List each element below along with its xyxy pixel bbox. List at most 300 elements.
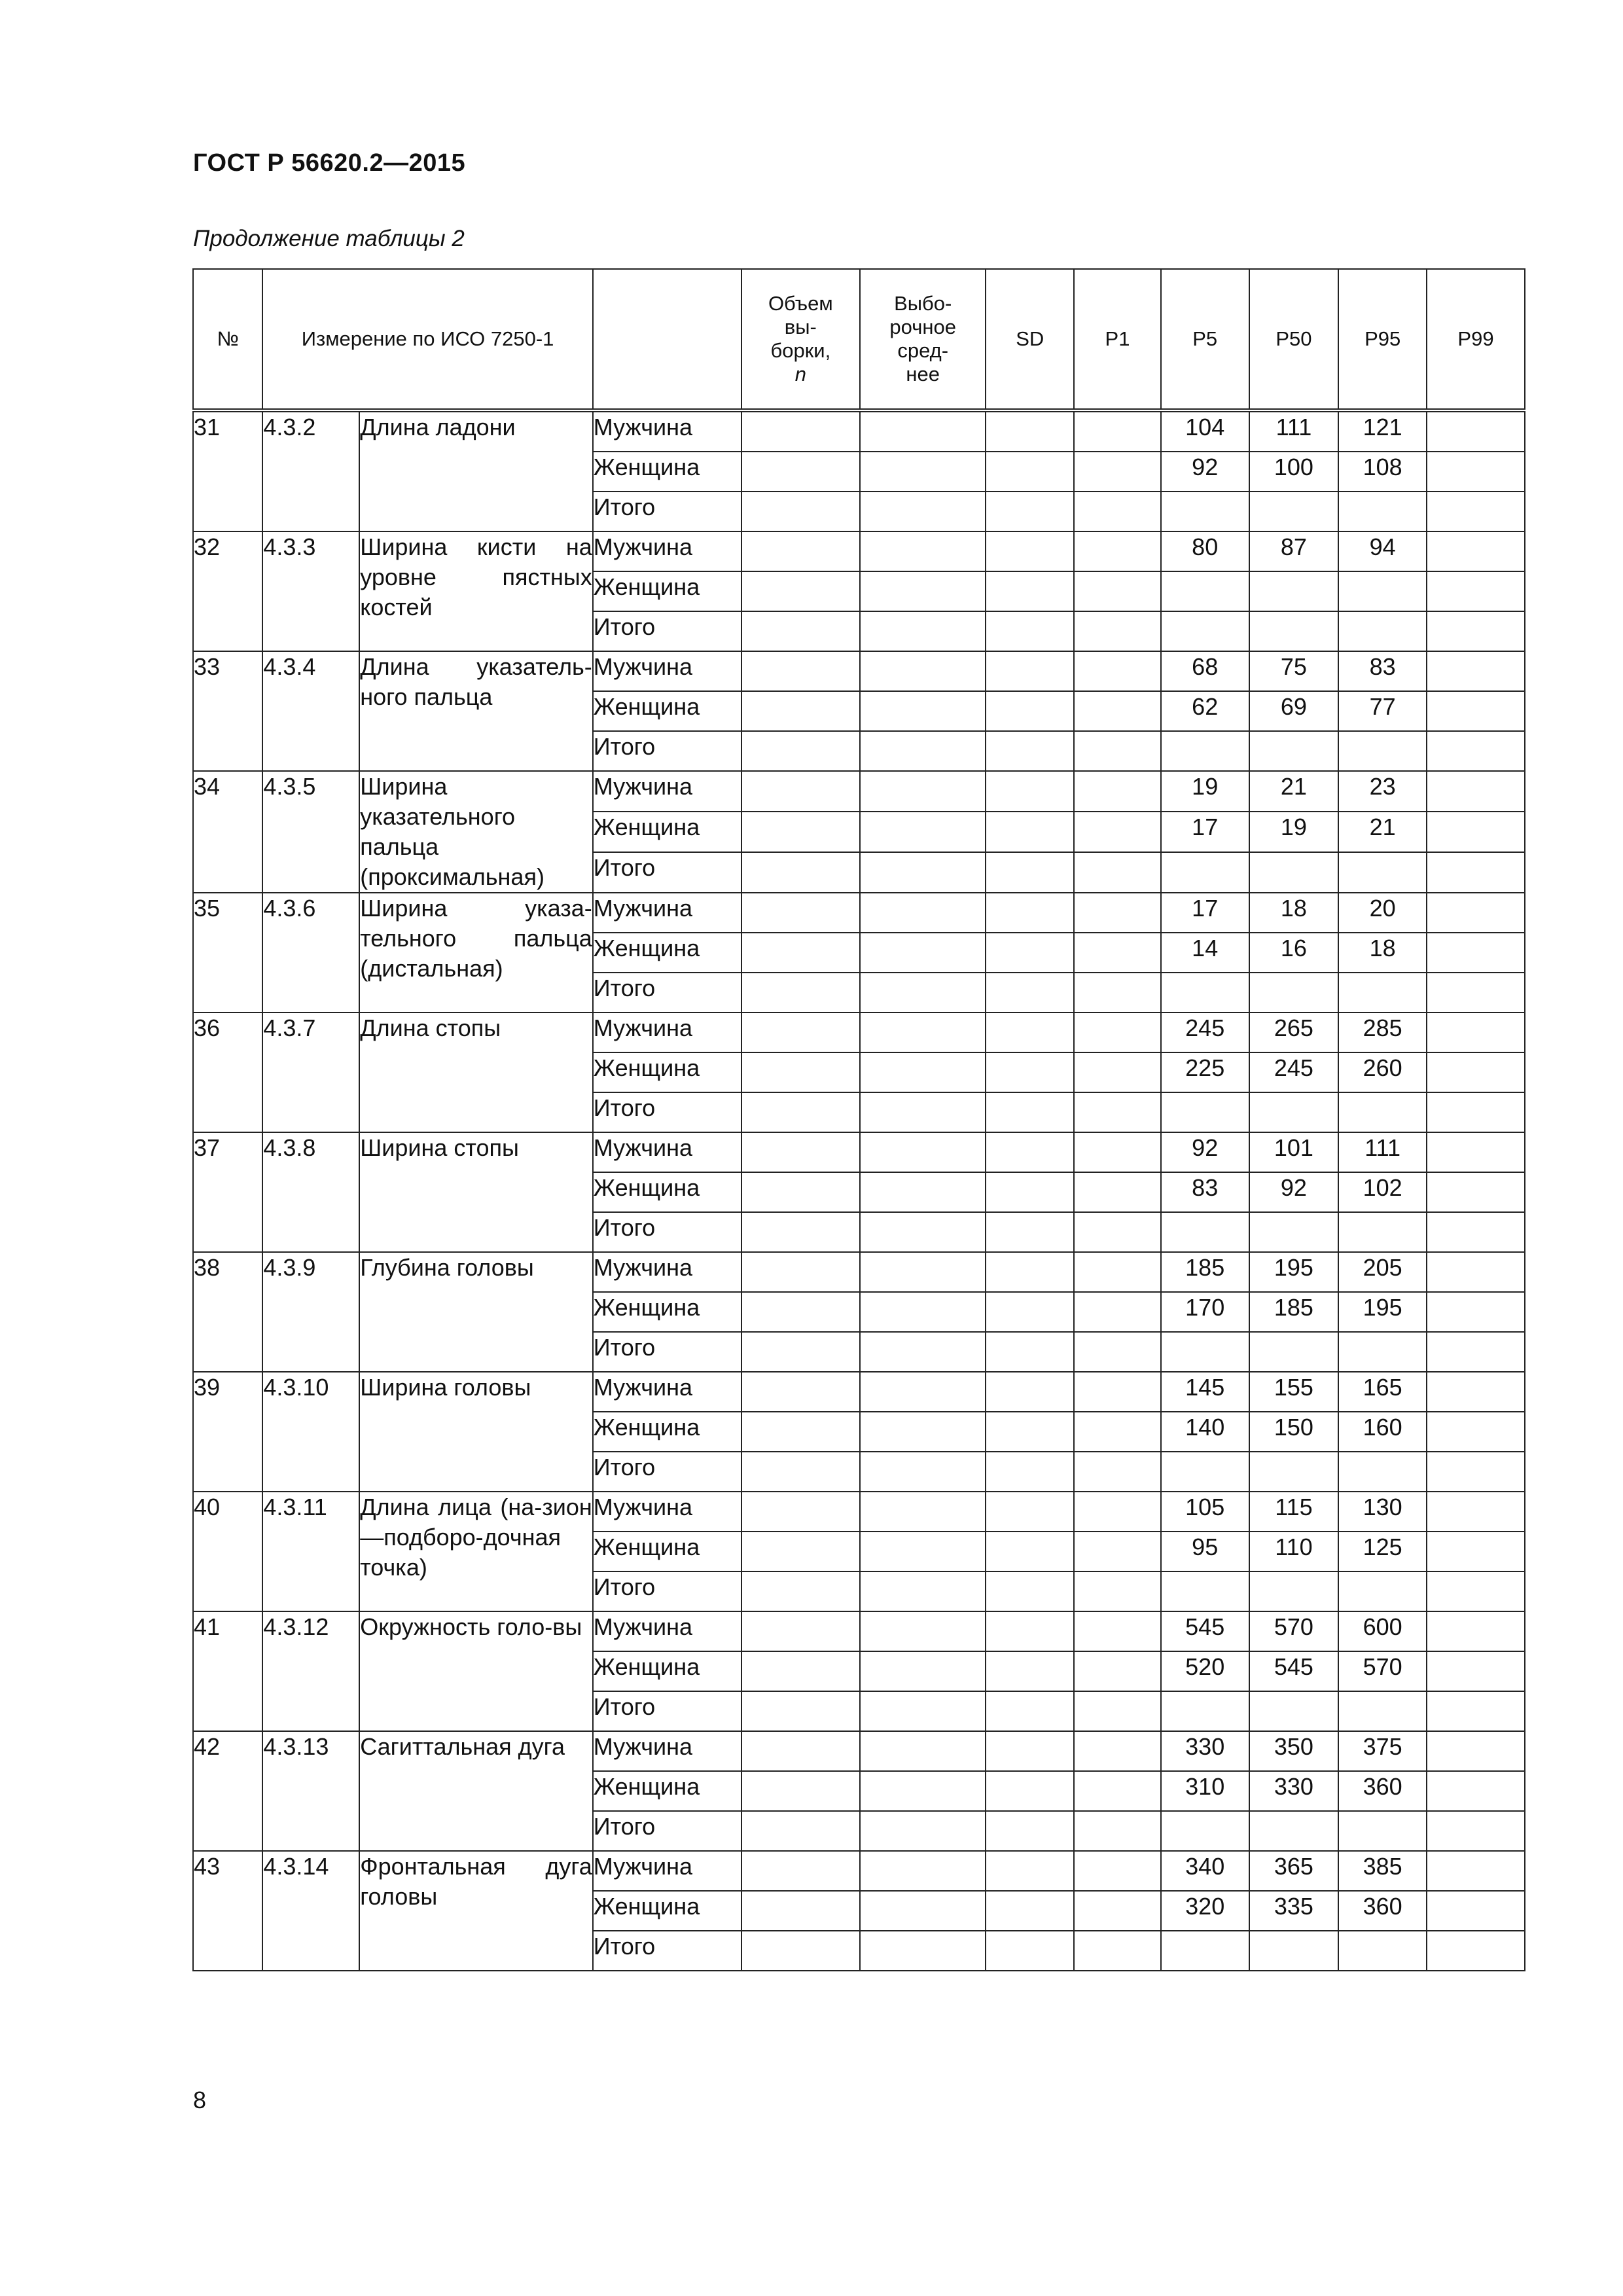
col-header-sd: SD — [986, 269, 1074, 410]
cell-sd — [986, 492, 1074, 531]
cell-p50: 69 — [1249, 691, 1339, 731]
cell-p99 — [1427, 452, 1525, 492]
sex-label: Женщина — [593, 1052, 741, 1092]
cell-p99 — [1427, 1172, 1525, 1212]
cell-p95: 125 — [1338, 1532, 1427, 1571]
cell-sample-mean — [860, 1931, 986, 1971]
cell-sd — [986, 1891, 1074, 1931]
sex-label: Женщина — [593, 1891, 741, 1931]
cell-p1 — [1074, 1811, 1161, 1851]
sex-label: Мужчина — [593, 1731, 741, 1771]
cell-p5: 320 — [1161, 1891, 1249, 1931]
cell-sd — [986, 973, 1074, 1013]
cell-sample-mean — [860, 1851, 986, 1891]
cell-p5: 83 — [1161, 1172, 1249, 1212]
cell-sd — [986, 1372, 1074, 1412]
cell-p95: 600 — [1338, 1611, 1427, 1651]
cell-p1 — [1074, 1172, 1161, 1212]
cell-p5: 140 — [1161, 1412, 1249, 1452]
row-number: 40 — [193, 1492, 262, 1611]
col-header-sample-size: Объем вы- борки, n — [741, 269, 860, 410]
cell-p99 — [1427, 1092, 1525, 1132]
cell-sample-size — [741, 1252, 860, 1292]
cell-p95 — [1338, 611, 1427, 651]
cell-p1 — [1074, 452, 1161, 492]
sex-label: Итого — [593, 1811, 741, 1851]
anthropometric-table — [192, 268, 1525, 1971]
row-number: 32 — [193, 531, 262, 651]
document-title: ГОСТ Р 56620.2—2015 — [193, 149, 466, 177]
measurement-name: Фронтальная дуга головы — [359, 1851, 593, 1971]
cell-p1 — [1074, 1851, 1161, 1891]
sex-label: Женщина — [593, 571, 741, 611]
cell-p95 — [1338, 1212, 1427, 1252]
cell-p5: 95 — [1161, 1532, 1249, 1571]
cell-sample-size — [741, 1651, 860, 1691]
cell-sample-size — [741, 1013, 860, 1052]
cell-sample-mean — [860, 771, 986, 812]
cell-sample-size — [741, 812, 860, 852]
cell-sample-mean — [860, 1332, 986, 1372]
measurement-name: Ширина кисти на уровне пястных костей — [359, 531, 593, 651]
cell-p95 — [1338, 1691, 1427, 1731]
cell-p99 — [1427, 973, 1525, 1013]
cell-sample-mean — [860, 1132, 986, 1172]
cell-sample-size — [741, 531, 860, 571]
cell-sample-size — [741, 1452, 860, 1492]
cell-p95: 121 — [1338, 410, 1427, 452]
cell-p1 — [1074, 1532, 1161, 1571]
cell-p99 — [1427, 1931, 1525, 1971]
table-row — [193, 1611, 1525, 1651]
cell-p50 — [1249, 1811, 1339, 1851]
cell-p5: 105 — [1161, 1492, 1249, 1532]
sex-label: Итого — [593, 492, 741, 531]
cell-p1 — [1074, 1651, 1161, 1691]
cell-p1 — [1074, 771, 1161, 812]
cell-sample-mean — [860, 812, 986, 852]
cell-p1 — [1074, 1132, 1161, 1172]
cell-p1 — [1074, 1691, 1161, 1731]
table-row — [193, 1132, 1525, 1172]
cell-sample-size — [741, 492, 860, 531]
measurement-name: Ширина указательного пальца (проксимальная) — [359, 771, 593, 893]
table-row — [193, 893, 1525, 933]
cell-p50: 265 — [1249, 1013, 1339, 1052]
cell-sample-size — [741, 1811, 860, 1851]
cell-p95 — [1338, 492, 1427, 531]
sex-label: Мужчина — [593, 1611, 741, 1651]
cell-p95: 108 — [1338, 452, 1427, 492]
table-row — [193, 651, 1525, 691]
cell-p1 — [1074, 531, 1161, 571]
cell-p95 — [1338, 1571, 1427, 1611]
cell-sample-mean — [860, 1611, 986, 1651]
cell-sample-size — [741, 1292, 860, 1332]
row-number: 43 — [193, 1851, 262, 1971]
cell-p1 — [1074, 1891, 1161, 1931]
cell-p50: 18 — [1249, 893, 1339, 933]
sex-label: Итого — [593, 611, 741, 651]
cell-p50 — [1249, 731, 1339, 771]
cell-sd — [986, 1412, 1074, 1452]
row-number: 39 — [193, 1372, 262, 1492]
cell-p95: 285 — [1338, 1013, 1427, 1052]
cell-p1 — [1074, 1092, 1161, 1132]
cell-p50: 545 — [1249, 1651, 1339, 1691]
cell-sample-size — [741, 1052, 860, 1092]
cell-p50: 245 — [1249, 1052, 1339, 1092]
cell-p99 — [1427, 1691, 1525, 1731]
row-number: 36 — [193, 1013, 262, 1132]
cell-sample-mean — [860, 410, 986, 452]
cell-p95: 94 — [1338, 531, 1427, 571]
cell-p95: 165 — [1338, 1372, 1427, 1412]
cell-sd — [986, 1292, 1074, 1332]
cell-p99 — [1427, 1052, 1525, 1092]
cell-sample-mean — [860, 651, 986, 691]
measurement-name: Длина указатель-ного пальца — [359, 651, 593, 771]
table-caption: Продолжение таблицы 2 — [193, 226, 465, 251]
cell-p50 — [1249, 1212, 1339, 1252]
cell-sd — [986, 1611, 1074, 1651]
cell-sample-size — [741, 1372, 860, 1412]
cell-p50: 21 — [1249, 771, 1339, 812]
iso-clause-code: 4.3.9 — [262, 1252, 359, 1372]
measurement-name: Длина стопы — [359, 1013, 593, 1132]
cell-p1 — [1074, 410, 1161, 452]
col-header-p99: P99 — [1427, 269, 1525, 410]
cell-sample-mean — [860, 1691, 986, 1731]
cell-p99 — [1427, 1292, 1525, 1332]
cell-p95: 360 — [1338, 1891, 1427, 1931]
cell-p1 — [1074, 571, 1161, 611]
cell-sd — [986, 1332, 1074, 1372]
cell-p95: 385 — [1338, 1851, 1427, 1891]
cell-p99 — [1427, 1252, 1525, 1292]
cell-p50: 92 — [1249, 1172, 1339, 1212]
cell-p5: 92 — [1161, 452, 1249, 492]
cell-p99 — [1427, 893, 1525, 933]
cell-sample-mean — [860, 1731, 986, 1771]
cell-p50 — [1249, 1452, 1339, 1492]
cell-sd — [986, 1252, 1074, 1292]
cell-sample-size — [741, 771, 860, 812]
sex-label: Мужчина — [593, 1132, 741, 1172]
table-row — [193, 1372, 1525, 1412]
iso-clause-code: 4.3.8 — [262, 1132, 359, 1252]
iso-clause-code: 4.3.12 — [262, 1611, 359, 1731]
sex-label: Мужчина — [593, 410, 741, 452]
iso-clause-code: 4.3.2 — [262, 410, 359, 531]
cell-p99 — [1427, 410, 1525, 452]
cell-p5: 310 — [1161, 1771, 1249, 1811]
cell-p95: 130 — [1338, 1492, 1427, 1532]
cell-p5: 520 — [1161, 1651, 1249, 1691]
cell-p99 — [1427, 1372, 1525, 1412]
cell-sample-mean — [860, 852, 986, 893]
iso-clause-code: 4.3.6 — [262, 893, 359, 1013]
cell-sd — [986, 1571, 1074, 1611]
cell-p5: 245 — [1161, 1013, 1249, 1052]
cell-sample-mean — [860, 1811, 986, 1851]
cell-sample-size — [741, 1332, 860, 1372]
cell-p99 — [1427, 492, 1525, 531]
cell-sd — [986, 651, 1074, 691]
cell-p5: 330 — [1161, 1731, 1249, 1771]
sex-label: Мужчина — [593, 1492, 741, 1532]
cell-p5: 104 — [1161, 410, 1249, 452]
cell-p1 — [1074, 812, 1161, 852]
cell-sd — [986, 452, 1074, 492]
sex-label: Мужчина — [593, 1851, 741, 1891]
cell-sd — [986, 1691, 1074, 1731]
cell-p95: 195 — [1338, 1292, 1427, 1332]
cell-sample-mean — [860, 531, 986, 571]
cell-p95: 111 — [1338, 1132, 1427, 1172]
cell-sd — [986, 410, 1074, 452]
cell-p50 — [1249, 852, 1339, 893]
cell-sample-size — [741, 893, 860, 933]
cell-p95: 260 — [1338, 1052, 1427, 1092]
cell-sample-size — [741, 1412, 860, 1452]
cell-sample-mean — [860, 1532, 986, 1571]
cell-sample-mean — [860, 893, 986, 933]
cell-p95: 205 — [1338, 1252, 1427, 1292]
cell-sd — [986, 812, 1074, 852]
cell-sample-mean — [860, 492, 986, 531]
cell-sd — [986, 611, 1074, 651]
table-row — [193, 410, 1525, 452]
cell-sample-mean — [860, 1372, 986, 1412]
cell-sample-mean — [860, 571, 986, 611]
cell-p5 — [1161, 1332, 1249, 1372]
cell-p50 — [1249, 1332, 1339, 1372]
cell-p95: 375 — [1338, 1731, 1427, 1771]
cell-p50 — [1249, 571, 1339, 611]
cell-sd — [986, 1931, 1074, 1971]
cell-p50 — [1249, 1571, 1339, 1611]
cell-p50: 100 — [1249, 452, 1339, 492]
cell-p99 — [1427, 1452, 1525, 1492]
cell-p50: 330 — [1249, 1771, 1339, 1811]
sex-label: Женщина — [593, 1651, 741, 1691]
cell-sd — [986, 731, 1074, 771]
cell-p50 — [1249, 973, 1339, 1013]
cell-sample-size — [741, 651, 860, 691]
cell-sample-mean — [860, 452, 986, 492]
measurement-name: Длина лица (на-зион—подборо-дочная точка) — [359, 1492, 593, 1611]
cell-sample-mean — [860, 1212, 986, 1252]
cell-sd — [986, 571, 1074, 611]
sex-label: Итого — [593, 1571, 741, 1611]
row-number: 34 — [193, 771, 262, 893]
cell-p5 — [1161, 1691, 1249, 1731]
cell-p50 — [1249, 611, 1339, 651]
cell-sd — [986, 1532, 1074, 1571]
cell-sample-mean — [860, 611, 986, 651]
cell-p5 — [1161, 1212, 1249, 1252]
cell-p99 — [1427, 1811, 1525, 1851]
cell-p95 — [1338, 852, 1427, 893]
sex-label: Женщина — [593, 1292, 741, 1332]
cell-p50 — [1249, 492, 1339, 531]
cell-p50: 115 — [1249, 1492, 1339, 1532]
cell-sample-mean — [860, 1092, 986, 1132]
cell-p99 — [1427, 1492, 1525, 1532]
cell-p50 — [1249, 1691, 1339, 1731]
sex-label: Мужчина — [593, 531, 741, 571]
sex-label: Мужчина — [593, 771, 741, 812]
cell-p95: 77 — [1338, 691, 1427, 731]
cell-p99 — [1427, 1731, 1525, 1771]
cell-sample-mean — [860, 1492, 986, 1532]
iso-clause-code: 4.3.3 — [262, 531, 359, 651]
cell-sd — [986, 1651, 1074, 1691]
cell-p5: 545 — [1161, 1611, 1249, 1651]
sex-label: Итого — [593, 1691, 741, 1731]
cell-p5: 80 — [1161, 531, 1249, 571]
cell-p99 — [1427, 1611, 1525, 1651]
cell-sample-size — [741, 1172, 860, 1212]
cell-sd — [986, 531, 1074, 571]
cell-sample-size — [741, 1611, 860, 1651]
sex-label: Итого — [593, 731, 741, 771]
cell-p5 — [1161, 1931, 1249, 1971]
cell-p1 — [1074, 933, 1161, 973]
table-row — [193, 1252, 1525, 1292]
sex-label: Итого — [593, 1212, 741, 1252]
cell-p1 — [1074, 1052, 1161, 1092]
cell-sample-size — [741, 1891, 860, 1931]
cell-p95 — [1338, 973, 1427, 1013]
cell-p1 — [1074, 1372, 1161, 1412]
cell-p5 — [1161, 852, 1249, 893]
table-row — [193, 771, 1525, 812]
col-header-measurement: Измерение по ИСО 7250-1 — [262, 269, 592, 410]
cell-sample-size — [741, 1571, 860, 1611]
cell-p1 — [1074, 731, 1161, 771]
measurement-name: Окружность голо-вы — [359, 1611, 593, 1731]
row-number: 35 — [193, 893, 262, 1013]
cell-p95: 102 — [1338, 1172, 1427, 1212]
measurement-name: Сагиттальная дуга — [359, 1731, 593, 1851]
cell-p95: 160 — [1338, 1412, 1427, 1452]
row-number: 33 — [193, 651, 262, 771]
cell-p5: 68 — [1161, 651, 1249, 691]
cell-p99 — [1427, 1651, 1525, 1691]
cell-p99 — [1427, 771, 1525, 812]
iso-clause-code: 4.3.13 — [262, 1731, 359, 1851]
table-row — [193, 1851, 1525, 1891]
cell-p99 — [1427, 1332, 1525, 1372]
cell-p99 — [1427, 651, 1525, 691]
cell-p1 — [1074, 1931, 1161, 1971]
cell-p5: 145 — [1161, 1372, 1249, 1412]
cell-p5 — [1161, 731, 1249, 771]
table-row — [193, 1731, 1525, 1771]
sex-label: Женщина — [593, 691, 741, 731]
cell-p99 — [1427, 731, 1525, 771]
cell-p99 — [1427, 691, 1525, 731]
measurement-name: Длина ладони — [359, 410, 593, 531]
row-number: 38 — [193, 1252, 262, 1372]
cell-p5 — [1161, 611, 1249, 651]
cell-sample-mean — [860, 1292, 986, 1332]
iso-clause-code: 4.3.7 — [262, 1013, 359, 1132]
cell-sample-mean — [860, 1452, 986, 1492]
cell-p95: 570 — [1338, 1651, 1427, 1691]
cell-sample-mean — [860, 1891, 986, 1931]
cell-sample-mean — [860, 1771, 986, 1811]
cell-sd — [986, 1013, 1074, 1052]
cell-sd — [986, 1172, 1074, 1212]
cell-sample-size — [741, 1092, 860, 1132]
cell-sd — [986, 771, 1074, 812]
cell-p95: 360 — [1338, 1771, 1427, 1811]
measurement-name: Ширина головы — [359, 1372, 593, 1492]
cell-p1 — [1074, 1492, 1161, 1532]
cell-p95 — [1338, 731, 1427, 771]
cell-p50: 19 — [1249, 812, 1339, 852]
cell-p1 — [1074, 1452, 1161, 1492]
cell-p95: 23 — [1338, 771, 1427, 812]
cell-sample-size — [741, 1132, 860, 1172]
cell-p50: 87 — [1249, 531, 1339, 571]
col-header-no: № — [193, 269, 262, 410]
cell-p50 — [1249, 1931, 1339, 1971]
table-row — [193, 1492, 1525, 1532]
cell-p50: 16 — [1249, 933, 1339, 973]
cell-sd — [986, 1132, 1074, 1172]
cell-sd — [986, 1731, 1074, 1771]
cell-p5: 14 — [1161, 933, 1249, 973]
cell-sample-size — [741, 1691, 860, 1731]
cell-p1 — [1074, 651, 1161, 691]
cell-p95: 83 — [1338, 651, 1427, 691]
sex-label: Женщина — [593, 1532, 741, 1571]
cell-sample-mean — [860, 973, 986, 1013]
cell-sd — [986, 893, 1074, 933]
cell-p50: 195 — [1249, 1252, 1339, 1292]
row-number: 31 — [193, 410, 262, 531]
cell-sample-size — [741, 611, 860, 651]
table-row — [193, 1013, 1525, 1052]
sex-label: Итого — [593, 973, 741, 1013]
cell-sample-mean — [860, 933, 986, 973]
cell-p99 — [1427, 1571, 1525, 1611]
sex-label: Мужчина — [593, 1372, 741, 1412]
cell-sample-size — [741, 410, 860, 452]
cell-p50 — [1249, 1092, 1339, 1132]
col-header-p5: P5 — [1161, 269, 1249, 410]
cell-sample-mean — [860, 1252, 986, 1292]
cell-sample-mean — [860, 1052, 986, 1092]
cell-p50: 365 — [1249, 1851, 1339, 1891]
col-header-p95: P95 — [1338, 269, 1427, 410]
cell-p5 — [1161, 1571, 1249, 1611]
col-header-sex — [593, 269, 741, 410]
measurement-name: Ширина указа-тельного пальца (дистальная) — [359, 893, 593, 1013]
cell-sample-size — [741, 1212, 860, 1252]
cell-sample-size — [741, 691, 860, 731]
cell-p95 — [1338, 1931, 1427, 1971]
cell-sample-size — [741, 1532, 860, 1571]
sex-label: Итого — [593, 1332, 741, 1372]
col-header-sample-mean: Выбо- рочное сред- нее — [860, 269, 986, 410]
cell-p50: 185 — [1249, 1292, 1339, 1332]
cell-p1 — [1074, 1212, 1161, 1252]
